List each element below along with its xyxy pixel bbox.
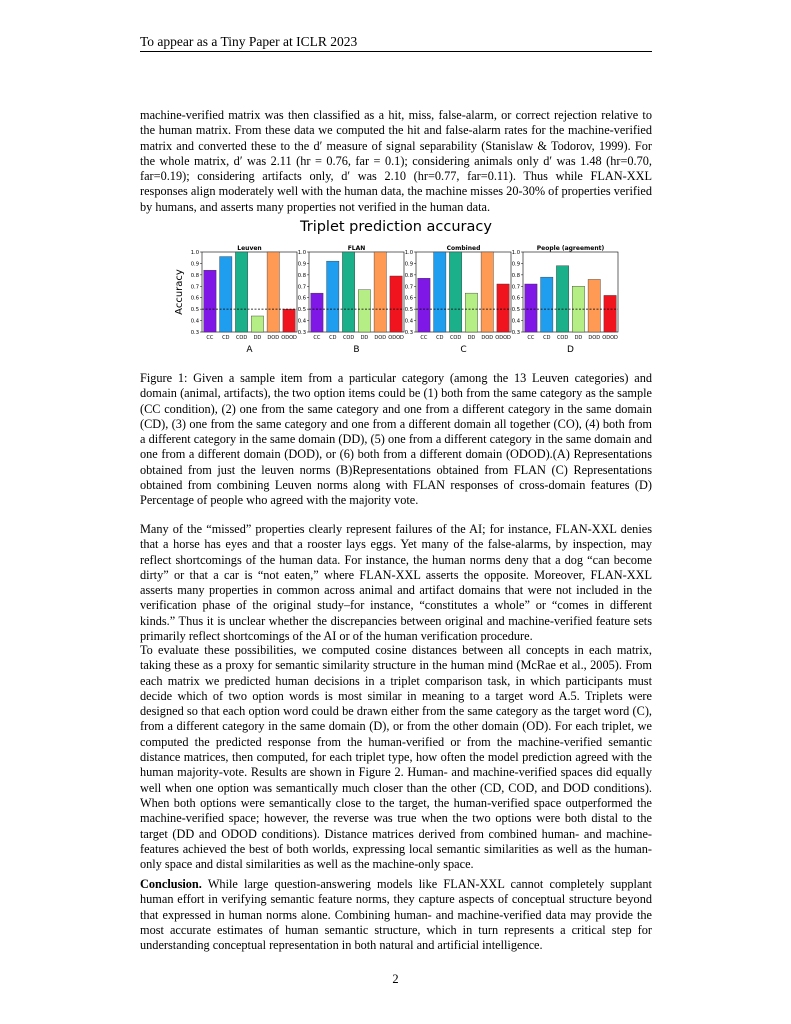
panel-title: People (agreement) <box>536 245 605 252</box>
x-tick-label: DOD <box>588 335 601 341</box>
x-tick-label: CC <box>527 335 535 341</box>
figure-caption: Figure 1: Given a sample item from a particular category (among the 13 Leuven categories) and domain (animal, artifacts), the two option items could be (1) both from the same category as the sample (CC condition), (2) one from the same category and one from a different category in the same domain (CD), (3) one from the same category and one from a different domain all together (CO), (4) both from a different category in the same domain (DD), (5) one from a different category in the same domain and one from a different domain (DOD), or (6) both from a different domain (ODOD).(A) Representations obtained from just the leuven norms (B)Representations obtained from FLAN (C) Representations obtained from combining Leuven norms along with FLAN responses of cross-domain features (D) Percentage of people who agreed with the majority vote. <box>140 371 652 508</box>
panel-title: Combined <box>446 245 481 252</box>
y-tick-label: 0.4 <box>297 318 306 325</box>
figure-title: Triplet prediction accuracy <box>300 219 492 235</box>
panel-title: FLAN <box>347 245 366 252</box>
y-tick-label: 0.9 <box>404 261 413 268</box>
bar-B-DD <box>358 290 370 332</box>
y-tick-label: 0.9 <box>511 261 520 268</box>
bar-B-DOD <box>374 252 386 332</box>
panel-letter: A <box>246 345 253 355</box>
bar-B-CC <box>311 293 323 332</box>
x-tick-label: DOD <box>267 335 280 341</box>
y-tick-label: 0.8 <box>404 272 413 279</box>
y-tick-label: 0.5 <box>297 307 306 314</box>
y-tick-label: 0.8 <box>297 272 306 279</box>
bar-B-CD <box>327 261 339 332</box>
y-tick-label: 0.3 <box>190 330 199 336</box>
x-tick-label: CD <box>436 335 444 341</box>
bar-C-DD <box>465 293 477 332</box>
panel-title: Leuven <box>237 245 262 252</box>
y-tick-label: 0.8 <box>511 272 520 279</box>
bar-A-ODOD <box>283 309 295 332</box>
y-tick-label: 1.0 <box>190 250 199 256</box>
missed-paragraph: Many of the “missed” properties clearly represent failures of the AI; for instance, FLAN-XXL denies that a horse has eyes and that a rooster lays eggs. Yet many of the false-alarms, by inspection, may reflect shortcomings of the human data. For instance, the human norms deny that a dog “can become dirty” or that a car is “not eaten,” where FLAN-XXL asserts the opposite. Moreover, FLAN-XXL asserts many properties in common across animal and artifact domains that were not included in the verification phase of the original study–for instance, “constitutes a whole” or “comes in different kinds.” Thus it is unclear whether the discrepancies between original and machine-verified feature sets primarily reflect shortcomings of the AI or of the human verification procedure. <box>140 522 652 644</box>
y-tick-label: 0.6 <box>511 295 520 302</box>
bar-D-DOD <box>588 279 600 332</box>
bar-D-CC <box>525 284 537 332</box>
x-tick-label: CC <box>420 335 428 341</box>
conclusion-label: Conclusion. <box>140 877 202 891</box>
y-tick-label: 0.4 <box>404 318 413 325</box>
x-tick-label: DD <box>467 335 476 341</box>
x-tick-label: CD <box>543 335 551 341</box>
x-tick-label: ODOD <box>388 335 404 341</box>
y-tick-label: 0.6 <box>404 295 413 302</box>
y-tick-label: 0.7 <box>297 284 306 291</box>
x-tick-label: COD <box>556 335 569 341</box>
x-tick-label: DD <box>360 335 369 341</box>
y-tick-label: 0.7 <box>404 284 413 291</box>
bar-D-CD <box>541 277 553 332</box>
panel-letter: D <box>567 345 574 355</box>
y-tick-label: 0.6 <box>190 295 199 302</box>
evaluate-paragraph: To evaluate these possibilities, we computed cosine distances between all concepts in each matrix, taking these as a proxy for semantic similarity structure in the human mind (McRae et al., 2005). From each matrix we predicted human decisions in a triplet comparison task, in which participants must decide which of two option words is most similar in meaning to a target word A.5. Triplets were designed so that each option word could be drawn either from the same category as the target word (C), from a different category in the same domain (D), or from the other domain (OD). For each triplet, we computed the predicted response from the human-verified or from the machine-verified semantic distance matrices, then computed, for each triplet type, how often the model prediction agreed with the human majority-vote. Results are shown in Figure 2. Human- and machine-verified spaces did equally well when one option was semantically much closer than the other (CD, COD, and DOD conditions). When both options were semantically close to the target, the human-verified space outperformed the machine-verified space; however, the reverse was true when the two options were both distal to the target (DD and ODOD conditions). Distance matrices derived from combined human- and machine-features achieved the best of both worlds, expressing local semantic similarities as well as the human-only space and distal similarities as well as the machine-only space. <box>140 643 652 872</box>
y-tick-label: 0.5 <box>190 307 199 314</box>
panel-letter: C <box>460 345 467 355</box>
x-tick-label: DD <box>253 335 262 341</box>
bar-B-COD <box>342 252 354 332</box>
x-tick-label: CD <box>329 335 337 341</box>
x-tick-label: CC <box>313 335 321 341</box>
y-tick-label: 0.4 <box>190 318 199 325</box>
x-tick-label: ODOD <box>602 335 618 341</box>
y-tick-label: 0.3 <box>511 330 520 336</box>
bar-C-DOD <box>481 252 493 332</box>
y-tick-label: 1.0 <box>297 250 306 256</box>
header-rule <box>140 51 652 52</box>
y-axis-label: Accuracy <box>174 269 185 315</box>
x-tick-label: CC <box>206 335 214 341</box>
x-tick-label: ODOD <box>281 335 297 341</box>
y-tick-label: 0.8 <box>190 272 199 279</box>
bar-C-ODOD <box>497 284 509 332</box>
x-tick-label: DOD <box>481 335 494 341</box>
x-tick-label: ODOD <box>495 335 511 341</box>
triplet-accuracy-chart <box>170 240 630 360</box>
bar-D-COD <box>556 266 568 332</box>
y-tick-label: 0.5 <box>511 307 520 314</box>
x-tick-label: COD <box>449 335 462 341</box>
bar-C-CD <box>434 252 446 332</box>
x-tick-label: CD <box>222 335 230 341</box>
conclusion-paragraph <box>140 877 652 953</box>
panel-letter: B <box>353 345 360 355</box>
bar-A-CC <box>204 270 216 332</box>
y-tick-label: 1.0 <box>404 250 413 256</box>
y-tick-label: 0.7 <box>511 284 520 291</box>
bar-C-CC <box>418 278 430 332</box>
bar-B-ODOD <box>390 276 402 332</box>
y-tick-label: 0.9 <box>190 261 199 268</box>
bar-A-DD <box>251 316 263 332</box>
y-tick-label: 1.0 <box>511 250 520 256</box>
y-tick-label: 0.3 <box>297 330 306 336</box>
intro-paragraph: machine-verified matrix was then classified as a hit, miss, false-alarm, or correct rejection relative to the human matrix. From these data we computed the hit and false-alarm rates for the machine-verified matrix and converted these to the d′ measure of signal separability (Stanislaw & Todorov, 1999). For the whole matrix, d′ was 2.11 (hr = 0.76, far = 0.1); considering animals only d′ was 1.48 (hr=0.70, far=0.19); considering artifacts only, d′ was 2.10 (hr=0.77, far=0.11). Thus while FLAN-XXL responses align moderately well with the human data, the machine misses 20-30% of properties verified by humans, and asserts many properties not verified in the human data. <box>140 108 652 214</box>
x-tick-label: DD <box>574 335 583 341</box>
y-tick-label: 0.5 <box>404 307 413 314</box>
bar-C-COD <box>449 252 461 332</box>
y-tick-label: 0.9 <box>297 261 306 268</box>
bar-D-ODOD <box>604 295 616 332</box>
page-number: 2 <box>392 972 399 986</box>
bar-A-CD <box>220 257 232 332</box>
x-tick-label: COD <box>342 335 355 341</box>
y-tick-label: 0.7 <box>190 284 199 291</box>
y-tick-label: 0.4 <box>511 318 520 325</box>
y-tick-label: 0.3 <box>404 330 413 336</box>
x-tick-label: DOD <box>374 335 387 341</box>
bar-A-DOD <box>267 252 279 332</box>
page-header: To appear as a Tiny Paper at ICLR 2023 <box>140 34 358 49</box>
y-tick-label: 0.6 <box>297 295 306 302</box>
bar-A-COD <box>235 252 247 332</box>
x-tick-label: COD <box>235 335 248 341</box>
conclusion-text: While large question-answering models like FLAN-XXL cannot completely supplant human effort in verifying semantic feature norms, they capture aspects of conceptual structure beyond that expressed in human norms alone. Combining human- and machine-verified data may provide the most accurate estimates of human semantic structure, which in turn represents a critical step for understanding conceptual representation in both natural and artificial intelligence. <box>140 877 652 953</box>
